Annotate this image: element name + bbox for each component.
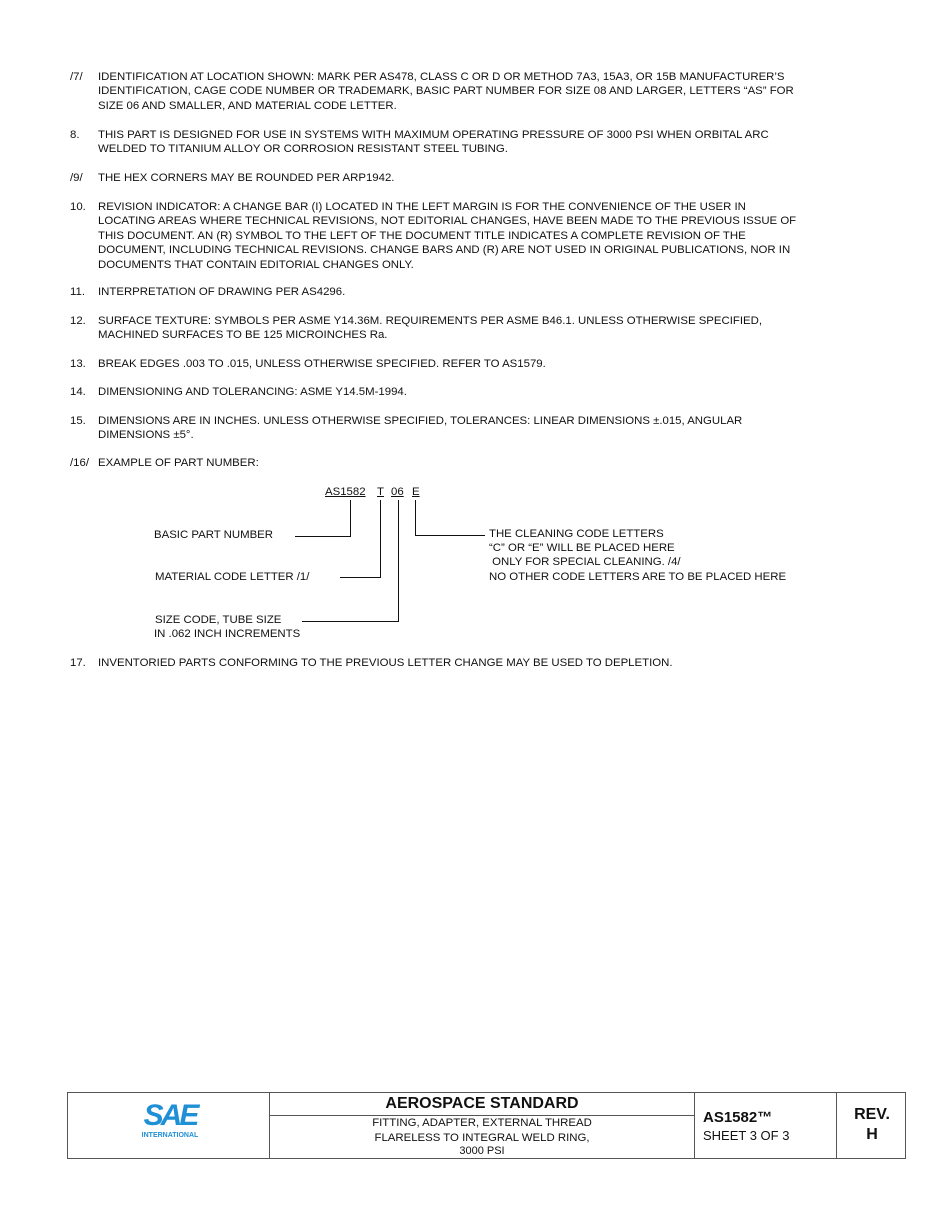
note-text — [98, 414, 742, 443]
leader-line — [415, 500, 416, 536]
note-line: INTERPRETATION OF DRAWING PER AS4296. — [98, 286, 346, 298]
note-number: 11. — [70, 286, 85, 298]
note-text — [98, 456, 259, 470]
standard-heading: AEROSPACE STANDARD — [270, 1093, 694, 1116]
note-line: REVISION INDICATOR: A CHANGE BAR (I) LOCATED IN THE LEFT MARGIN IS FOR THE CONVENIENCE OF THE USER IN — [98, 201, 746, 213]
note-line: BREAK EDGES .003 TO .015, UNLESS OTHERWISE SPECIFIED. REFER TO AS1579. — [98, 358, 546, 370]
note-text — [98, 385, 407, 399]
cleaning-label: THE CLEANING CODE LETTERS — [489, 528, 664, 540]
sae-logo: SAE INTERNATIONAL — [141, 1099, 199, 1139]
note-text — [98, 357, 546, 371]
leader-line — [415, 535, 485, 536]
note-line: DIMENSIONS ±5°. — [98, 429, 194, 442]
rev-value: H — [866, 1126, 878, 1143]
note-line: DIMENSIONING AND TOLERANCING: ASME Y14.5M-1994. — [98, 386, 407, 398]
note-number: /16/ — [70, 457, 89, 469]
note-text — [98, 171, 394, 185]
sheet-number: SHEET 3 OF 3 — [703, 1128, 790, 1143]
leader-line — [340, 577, 381, 578]
note-line: SURFACE TEXTURE: SYMBOLS PER ASME Y14.36M. REQUIREMENTS PER ASME B46.1. UNLESS OTHERWISE SPECIFIED, — [98, 315, 763, 327]
note-line: SIZE 06 AND SMALLER, AND MATERIAL CODE LETTER. — [98, 99, 397, 112]
note-line: INVENTORIED PARTS CONFORMING TO THE PREVIOUS LETTER CHANGE MAY BE USED TO DEPLETION. — [98, 657, 673, 669]
note-number: /7/ — [70, 71, 83, 83]
material-code-label: MATERIAL CODE LETTER /1/ — [155, 571, 310, 583]
doc-title: 3000 PSI — [459, 1145, 505, 1157]
leader-line — [398, 500, 399, 621]
note-number: 17. — [70, 657, 86, 669]
note-text — [98, 70, 794, 113]
pn-basic: AS1582 — [325, 486, 366, 498]
note-number: 15. — [70, 415, 86, 427]
note-line: MACHINED SURFACES TO BE 125 MICROINCHES Ra. — [98, 329, 388, 342]
note-number: 14. — [70, 386, 86, 398]
note-number: 13. — [70, 358, 86, 370]
note-line: IDENTIFICATION, CAGE CODE NUMBER OR TRADEMARK, BASIC PART NUMBER FOR SIZE 08 AND LARGER, LETTERS “AS” FOR — [98, 85, 794, 98]
basic-part-label: BASIC PART NUMBER — [154, 529, 273, 541]
note-text — [98, 128, 769, 157]
note-line: EXAMPLE OF PART NUMBER: — [98, 457, 259, 469]
title-cell — [270, 1093, 695, 1158]
note-line: THE HEX CORNERS MAY BE ROUNDED PER ARP1942. — [98, 172, 395, 184]
pn-size: 06 — [391, 486, 404, 498]
note-text — [98, 285, 345, 299]
note-number: /9/ — [70, 172, 83, 184]
note-line: DIMENSIONS ARE IN INCHES. UNLESS OTHERWISE SPECIFIED, TOLERANCES: LINEAR DIMENSIONS ±.015, ANGULAR — [98, 415, 743, 427]
note-number: 8. — [70, 129, 80, 141]
leader-line — [295, 536, 351, 537]
cleaning-label: NO OTHER CODE LETTERS ARE TO BE PLACED HERE — [489, 571, 787, 583]
note-text — [98, 314, 762, 343]
rev-label: REV. — [854, 1106, 890, 1123]
rev-cell — [837, 1093, 907, 1158]
cleaning-label: ONLY FOR SPECIAL CLEANING. /4/ — [489, 556, 681, 568]
note-number: 10. — [70, 201, 86, 213]
title-block — [67, 1092, 906, 1159]
size-code-label: SIZE CODE, TUBE SIZE — [155, 614, 282, 626]
doc-title: FITTING, ADAPTER, EXTERNAL THREAD — [372, 1117, 592, 1129]
pn-cleaning: E — [412, 486, 420, 498]
note-text — [98, 656, 673, 670]
doc-title: FLARELESS TO INTEGRAL WELD RING, — [374, 1131, 590, 1144]
logo-cell — [68, 1093, 270, 1158]
note-line: DOCUMENT, INCLUDING TECHNICAL REVISIONS. CHANGE BARS AND (R) ARE NOT USED IN ORIGINAL PUBLICATIONS, NOR IN — [98, 244, 791, 257]
leader-line — [302, 621, 399, 622]
note-text — [98, 200, 796, 272]
note-line: IDENTIFICATION AT LOCATION SHOWN: MARK PER AS478, CLASS C OR D OR METHOD 7A3, 15A3, OR 15B MANUFACTURER’S — [98, 71, 785, 83]
note-line: THIS PART IS DESIGNED FOR USE IN SYSTEMS WITH MAXIMUM OPERATING PRESSURE OF 3000 PSI WHEN ORBITAL ARC — [98, 129, 769, 141]
leader-line — [380, 500, 381, 577]
cleaning-label: “C” OR “E” WILL BE PLACED HERE — [489, 542, 675, 554]
note-line: LOCATING AREAS WHERE TECHNICAL REVISIONS, NOT EDITORIAL CHANGES, HAVE BEEN MADE TO THE PREVIOUS ISSUE OF — [98, 215, 797, 228]
note-line: THIS DOCUMENT. AN (R) SYMBOL TO THE LEFT OF THE DOCUMENT TITLE INDICATES A COMPLETE REVISION OF THE — [98, 229, 746, 242]
doc-number: AS1582™ — [703, 1109, 773, 1126]
size-code-label: IN .062 INCH INCREMENTS — [154, 628, 301, 640]
leader-line — [350, 500, 351, 536]
note-line: DOCUMENTS THAT CONTAIN EDITORIAL CHANGES ONLY. — [98, 258, 414, 271]
note-line: WELDED TO TITANIUM ALLOY OR CORROSION RESISTANT STEEL TUBING. — [98, 143, 508, 156]
note-number: 12. — [70, 315, 86, 327]
pn-material: T — [377, 486, 384, 498]
doc-number-cell — [695, 1093, 837, 1158]
